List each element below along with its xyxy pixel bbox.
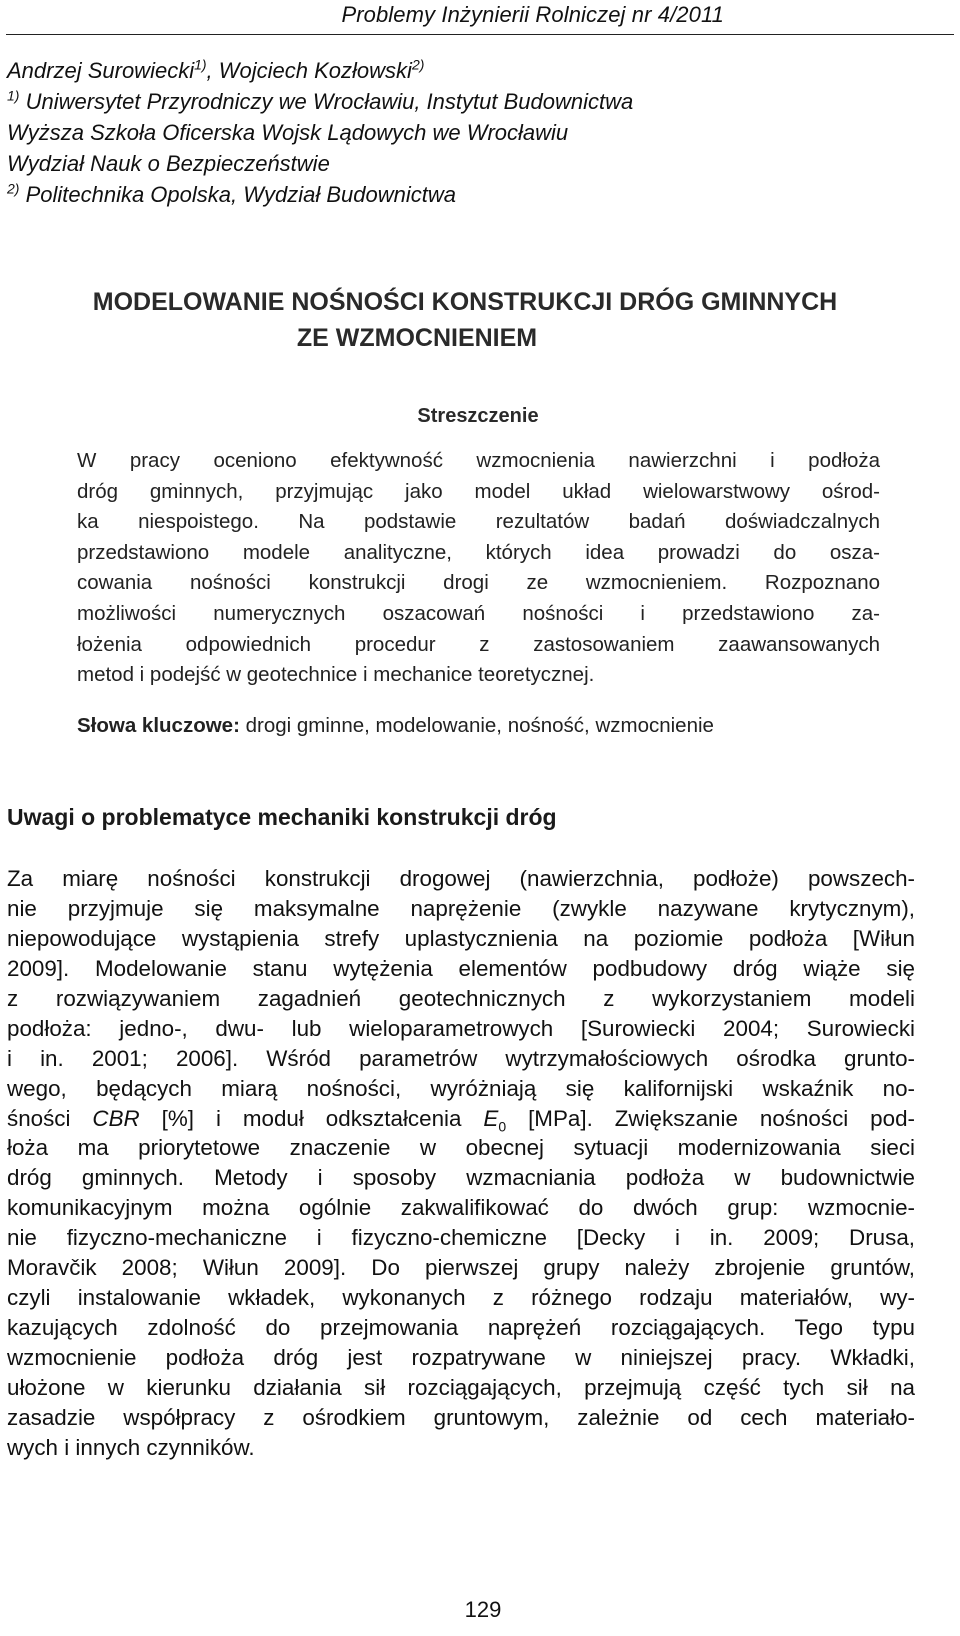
- body-line: kazujących zdolność do przejmowania naprężeń rozciągających. Tego typu: [7, 1315, 915, 1341]
- body-line: ułożone w kierunku działania sił rozciągających, przejmują część tych sił na: [7, 1374, 915, 1400]
- authors-separator: ,: [206, 58, 219, 83]
- paper-title-line-1: MODELOWANIE NOŚNOŚCI KONSTRUKCJI DRÓG GMINNYCH: [92, 288, 838, 316]
- abstract-line: cowania nośności konstrukcji drogi ze wzmocnieniem. Rozpoznano: [77, 571, 880, 595]
- author-2-name: Wojciech Kozłowski: [218, 58, 412, 83]
- author-1-sup: 1): [194, 56, 207, 73]
- body-line: dróg gminnych. Metody i sposoby wzmacniania podłoża w budownictwie: [7, 1165, 915, 1191]
- body-line: z rozwiązywaniem zagadnień geotechnicznych z wykorzystaniem modeli: [7, 985, 915, 1011]
- abstract-line: łożenia odpowiednich procedur z zastosowaniem zaawansowanych: [77, 632, 880, 656]
- body-line: wych i innych czynników.: [7, 1434, 255, 1460]
- body-line: wzmocnienie podłoża dróg jest rozpatrywane w niniejszej pracy. Wkładki,: [7, 1345, 915, 1370]
- abstract-line: przedstawiono modele analityczne, których idea prowadzi do osza-: [77, 540, 880, 564]
- cbr-symbol: CBR: [92, 1105, 140, 1131]
- abstract-line: ka niespoistego. Na podstawie rezultatów badań doświadczalnych: [77, 510, 880, 534]
- affiliation-1-sup: 1): [7, 87, 20, 104]
- e-subscript: 0: [498, 1117, 507, 1134]
- author-2-sup: 2): [411, 56, 425, 73]
- affiliation-1-line-2: Wyższa Szkoła Oficerska Wojsk Lądowych we Wrocławiu: [7, 120, 569, 145]
- abstract-line: dróg gminnych, przyjmując jako model układ wielowarstwowy ośrod-: [77, 479, 880, 503]
- body-line: nie przyjmuje się maksymalne naprężenie (zwykle nazywane krytycznym),: [7, 895, 915, 921]
- header-rule: [6, 34, 954, 35]
- abstract-heading: Streszczenie: [417, 405, 539, 427]
- keywords-text: drogi gminne, modelowanie, nośność, wzmocnienie: [239, 714, 714, 737]
- body-line: i in. 2001; 2006]. Wśród parametrów wytrzymałościowych ośrodka grunto-: [7, 1045, 915, 1071]
- abstract-body: [77, 446, 880, 691]
- body-line: podłoża: jedno-, dwu- lub wieloparametrowych [Surowiecki 2004; Surowiecki: [7, 1015, 915, 1041]
- author-affiliation-block: [7, 55, 907, 210]
- affiliation-1-line-3: Wydział Nauk o Bezpieczeństwie: [7, 151, 330, 176]
- section-body: [7, 864, 915, 1463]
- affiliation-2-line-1: [7, 179, 907, 210]
- body-line: wego, będących miarą nośności, wyróżniają się kalifornijski wskaźnik no-: [7, 1075, 915, 1101]
- body-line: komunikacyjnym można ogólnie zakwalifikować do dwóch grup: wzmocnie-: [7, 1195, 915, 1221]
- cbr-line-part-c: [MPa]. Zwiększanie nośności pod-: [506, 1105, 915, 1131]
- cbr-line-part-a: śności: [7, 1105, 93, 1131]
- journal-header: Problemy Inżynierii Rolniczej nr 4/2011: [341, 2, 724, 27]
- keywords-label: Słowa kluczowe:: [77, 714, 240, 737]
- body-line-cbr: [7, 1104, 915, 1134]
- body-line: łoża ma priorytetowe znaczenie w obecnej sytuacji modernizowania sieci: [7, 1135, 915, 1161]
- authors-line: [7, 55, 907, 86]
- abstract-line: możliwości numerycznych oszacowań nośności i przedstawiono za-: [77, 601, 880, 625]
- affiliation-2-text-1: Politechnika Opolska, Wydział Budownictwa: [19, 182, 456, 207]
- paper-title: [0, 284, 960, 356]
- body-line: zasadzie współpracy z ośrodkiem gruntowym, zależnie od cech materiało-: [7, 1404, 915, 1430]
- section-heading: Uwagi o problematyce mechaniki konstrukcji dróg: [7, 804, 557, 830]
- body-line: 2009]. Modelowanie stanu wytężenia elementów podbudowy dróg wiąże się: [7, 955, 915, 981]
- body-line: Za miarę nośności konstrukcji drogowej (nawierzchnia, podłoże) powszech-: [7, 866, 915, 891]
- keywords: [77, 714, 880, 738]
- page-number: 129: [464, 1597, 502, 1622]
- body-line: czyli instalowanie wkładek, wykonanych z różnego rodzaju materiałów, wy-: [7, 1285, 915, 1311]
- cbr-line-part-b: [%] i moduł odkształcenia: [139, 1105, 484, 1131]
- abstract-line: metod i podejść w geotechnice i mechanice teoretycznej.: [77, 663, 595, 687]
- affiliation-2-sup: 2): [7, 180, 20, 197]
- affiliation-1-text-1: Uniwersytet Przyrodniczy we Wrocławiu, Instytut Budownictwa: [19, 89, 634, 114]
- abstract-line: W pracy oceniono efektywność wzmocnienia nawierzchni i podłoża: [77, 449, 880, 472]
- body-line: nie fizyczno-mechaniczne i fizyczno-chemiczne [Decky i in. 2009; Drusa,: [7, 1225, 915, 1251]
- body-line: Moravčik 2008; Wiłun 2009]. Do pierwszej grupy należy zbrojenie gruntów,: [7, 1255, 915, 1281]
- e-symbol: E: [483, 1105, 499, 1131]
- body-line: niepowodujące wystąpienia strefy uplastycznienia na poziomie podłoża [Wiłun: [7, 925, 915, 951]
- paper-title-line-2: ZE WZMOCNIENIEM: [296, 324, 538, 352]
- affiliation-1-line-1: [7, 86, 907, 117]
- author-1-name: Andrzej Surowiecki: [7, 58, 195, 83]
